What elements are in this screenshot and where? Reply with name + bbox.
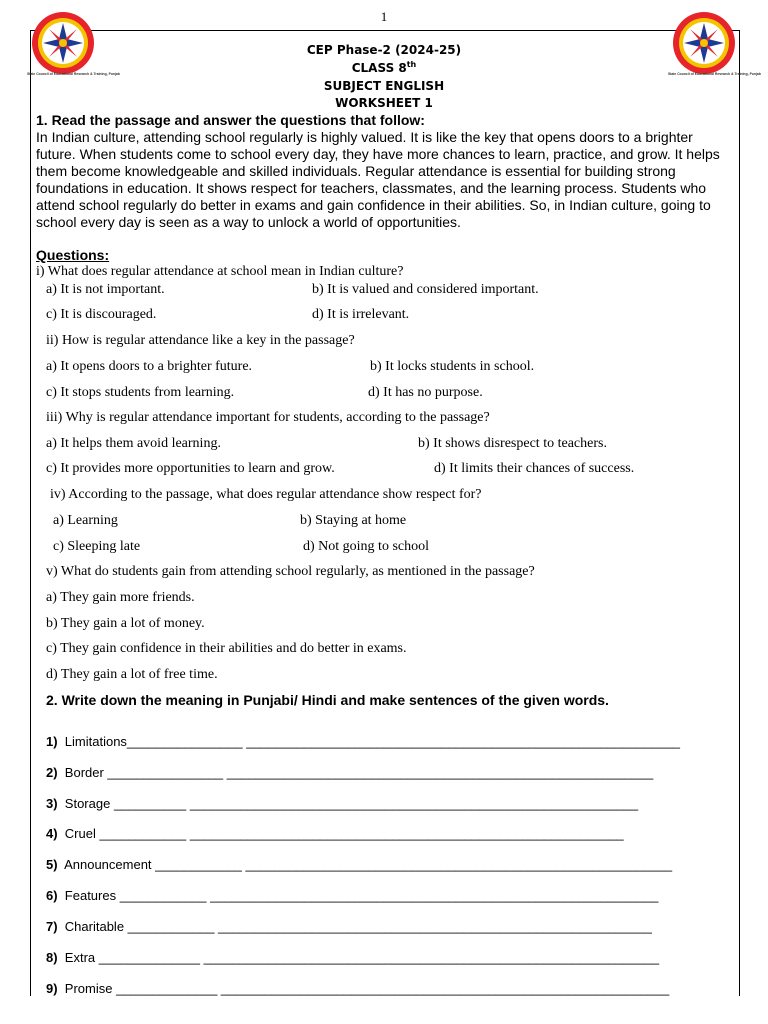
- question-1-option-b: b) It is valued and considered important.: [312, 282, 539, 297]
- question-1-option-d: d) It is irrelevant.: [312, 307, 410, 322]
- vocab-item: 9) Promise ______________ ______________________________________________________________: [46, 981, 670, 996]
- question-3-option-c: c) It provides more opportunities to learn and grow.: [46, 461, 335, 476]
- section1-title: 1. Read the passage and answer the questions that follow:: [36, 112, 425, 128]
- vocab-item: 3) Storage __________ ______________________________________________________________: [46, 796, 639, 811]
- vocab-item: 5) Announcement ____________ ___________________________________________________________: [46, 857, 673, 872]
- question-2: ii) How is regular attendance like a key in the passage?: [46, 333, 355, 348]
- question-2-option-d: d) It has no purpose.: [368, 385, 483, 400]
- question-5-option-a: a) They gain more friends.: [46, 590, 195, 605]
- question-1: i) What does regular attendance at school mean in Indian culture?: [36, 264, 404, 279]
- question-3-option-d: d) It limits their chances of success.: [434, 461, 635, 476]
- header-worksheet: WORKSHEET 1: [335, 96, 433, 110]
- question-5-option-d: d) They gain a lot of free time.: [46, 667, 218, 682]
- question-5-option-c: c) They gain confidence in their abilities and do better in exams.: [46, 641, 407, 656]
- question-1-option-c: c) It is discouraged.: [46, 307, 157, 322]
- vocab-item: 8) Extra ______________ _______________________________________________________________: [46, 950, 660, 965]
- vocab-item: 1) Limitations________________ ____________________________________________________________: [46, 734, 681, 749]
- question-3: iii) Why is regular attendance important for students, according to the passage?: [46, 410, 490, 425]
- question-2-option-a: a) It opens doors to a brighter future.: [46, 359, 253, 374]
- question-1-option-a: a) It is not important.: [46, 282, 165, 297]
- vocab-item: 4) Cruel ____________ ____________________________________________________________: [46, 826, 624, 841]
- question-4-option-c: c) Sleeping late: [53, 539, 141, 554]
- question-3-option-a: a) It helps them avoid learning.: [46, 436, 221, 451]
- question-4: iv) According to the passage, what does regular attendance show respect for?: [50, 487, 482, 502]
- header-class: CLASS 8th: [351, 60, 417, 75]
- vocab-item: 6) Features ____________ ______________________________________________________________: [46, 888, 659, 903]
- question-2-option-c: c) It stops students from learning.: [46, 385, 235, 400]
- section2-title: 2. Write down the meaning in Punjabi/ Hindi and make sentences of the given words.: [46, 692, 609, 708]
- question-4-option-d: d) Not going to school: [303, 539, 429, 554]
- logo-caption: State Council of Educational Research & Training, Punjab: [27, 72, 120, 76]
- question-2-option-b: b) It locks students in school.: [370, 359, 535, 374]
- question-5-option-b: b) They gain a lot of money.: [46, 616, 205, 631]
- questions-heading: Questions:: [36, 247, 110, 263]
- header-phase: CEP Phase-2 (2024-25): [306, 43, 462, 57]
- vocab-item: 2) Border ________________ ___________________________________________________________: [46, 765, 654, 780]
- question-5: v) What do students gain from attending school regularly, as mentioned in the passage?: [46, 564, 535, 579]
- reading-passage: In Indian culture, attending school regularly is highly valued. It is like the key that opens doors to a brighter future. When students come to school every day, they have more chances to learn, practice, and grow. It helps them become knowledgeable and skilled individuals. Regular attendance is essential for building strong foundations in education. It shows respect for teachers, classmates, and the learning process. Students who attend school regularly do better in exams and gain confidence in their abilities. So, in Indian culture, going to school every day is seen as a way to unlock a world of opportunities.: [36, 129, 720, 230]
- question-3-option-b: b) It shows disrespect to teachers.: [418, 436, 607, 451]
- logo-caption: State Council of Educational Research & Training, Punjab: [668, 72, 761, 76]
- page-number: 1: [380, 9, 388, 24]
- vocab-item: 7) Charitable ____________ ____________________________________________________________: [46, 919, 652, 934]
- question-4-option-b: b) Staying at home: [300, 513, 407, 528]
- question-4-option-a: a) Learning: [53, 513, 118, 528]
- header-subject: SUBJECT ENGLISH: [323, 79, 445, 93]
